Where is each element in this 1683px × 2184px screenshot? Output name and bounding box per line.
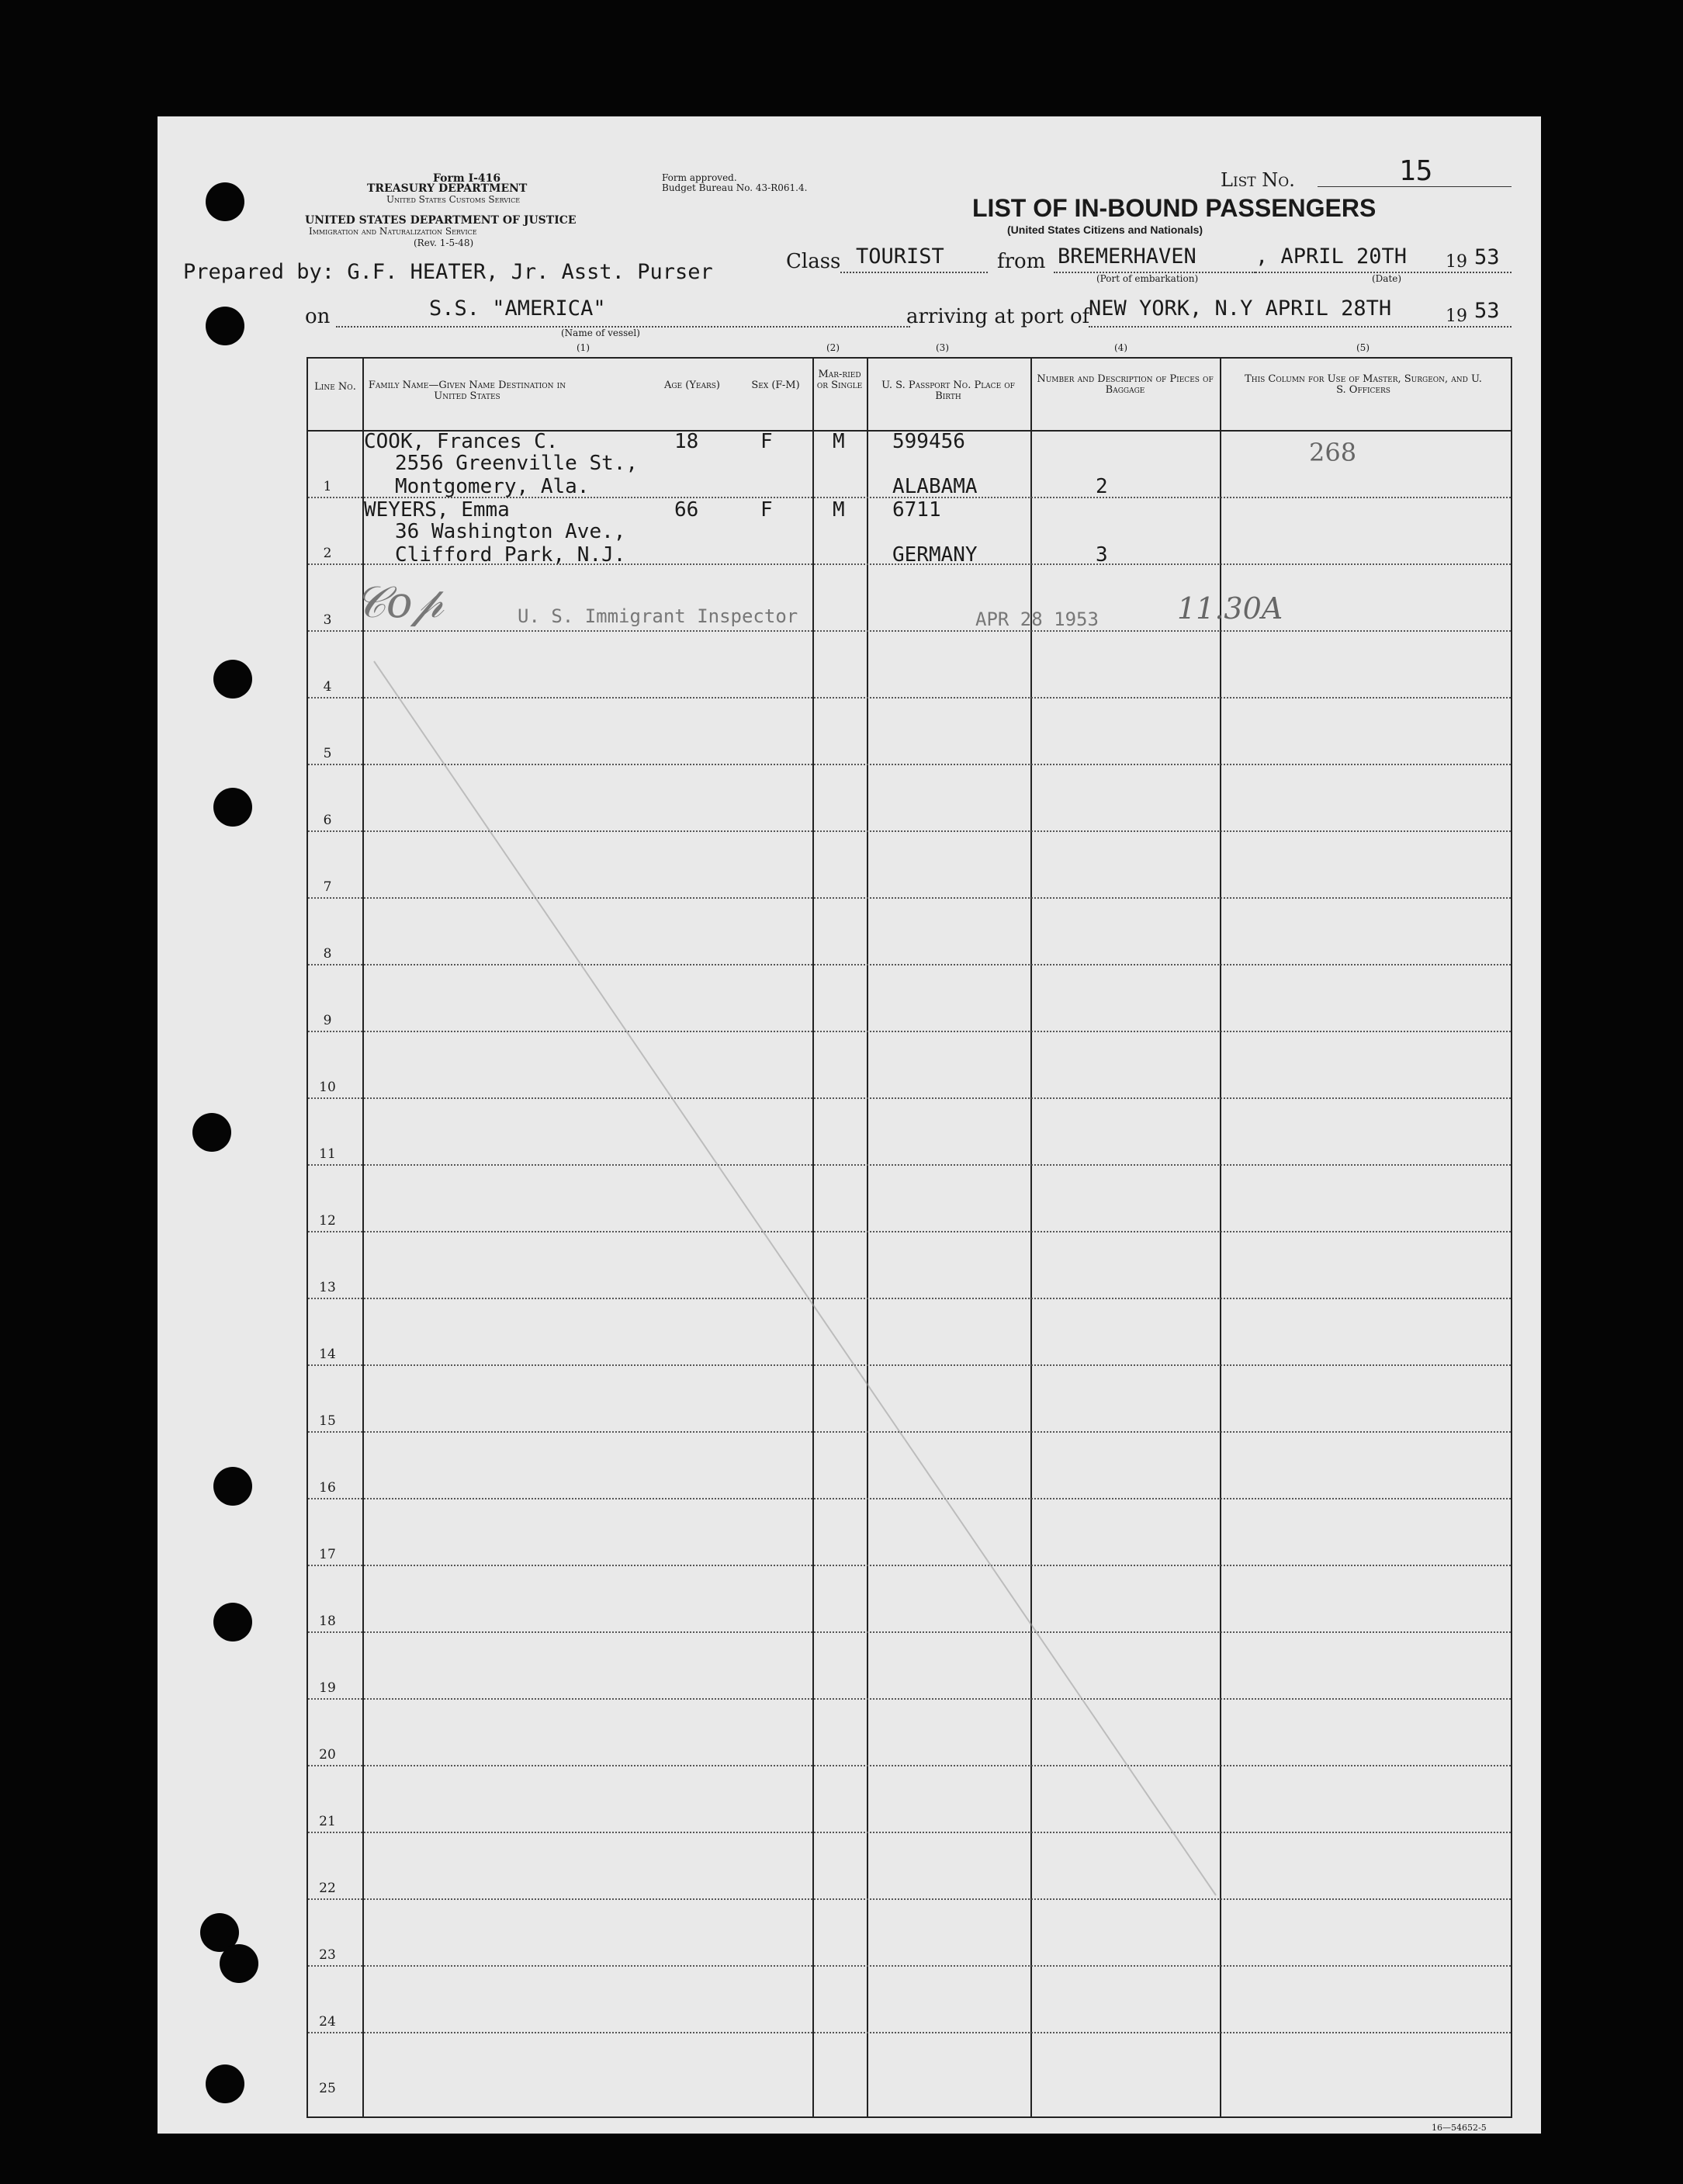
row-rule: [308, 2032, 1511, 2033]
date-caption: (Date): [1372, 273, 1402, 284]
class-label: Class: [786, 250, 841, 273]
passenger-age: 66: [674, 498, 699, 522]
line-number: 18: [319, 1614, 336, 1629]
date-year: 53: [1474, 245, 1500, 269]
passenger-table: [306, 357, 1512, 2118]
row-rule: [308, 697, 1511, 699]
vessel-name: S.S. "AMERICA": [429, 296, 606, 321]
line-number: 14: [319, 1347, 336, 1362]
arrival-port-date: NEW YORK, N.Y APRIL 28TH: [1089, 296, 1392, 321]
passenger-married: M: [833, 430, 845, 453]
line-number: 2: [323, 546, 332, 561]
punch-hole: [220, 1944, 258, 1983]
row-rule: [308, 1164, 1511, 1166]
arrival-year: 53: [1474, 299, 1500, 323]
header-passport: U. S. Passport No. Place of Birth: [881, 380, 1015, 402]
passenger-name: WEYERS, Emma: [364, 498, 510, 522]
line-number: 20: [319, 1747, 336, 1763]
row-rule: [308, 1631, 1511, 1633]
inspector-stamp: U. S. Immigrant Inspector: [518, 605, 798, 627]
embarkation-port: BREMERHAVEN: [1058, 244, 1196, 269]
list-no-label: List No.: [1221, 169, 1295, 191]
line-number: 13: [319, 1280, 336, 1295]
inspector-signature: 𝒞𝑜𝓅: [355, 577, 444, 628]
class-line: [840, 272, 988, 273]
line-number: 3: [323, 612, 332, 628]
line-number: 24: [319, 2014, 336, 2030]
line-number: 16: [319, 1480, 336, 1496]
row-rule: [308, 630, 1511, 632]
passenger-address: Clifford Park, N.J.: [395, 543, 626, 567]
passenger-address: 2556 Greenville St.,: [395, 452, 639, 475]
line-number: 9: [323, 1013, 332, 1028]
column-number: (5): [1356, 342, 1370, 353]
passenger-sex: F: [760, 498, 773, 522]
header-name: Family Name—Given Name Destination in United States: [368, 380, 566, 402]
punch-hole: [206, 307, 244, 345]
col-divider: [867, 359, 868, 2116]
column-number: (4): [1114, 342, 1127, 353]
row-rule: [308, 1298, 1511, 1299]
stamp-date: APR 28 1953: [975, 608, 1099, 630]
officer-note: 268: [1309, 438, 1357, 467]
form-title: LIST OF IN-BOUND PASSENGERS: [972, 194, 1377, 222]
punch-hole: [213, 1603, 252, 1641]
row-rule: [308, 1097, 1511, 1099]
prepared-by: Prepared by: G.F. HEATER, Jr. Asst. Purser: [183, 260, 713, 284]
passenger-address: 36 Washington Ave.,: [395, 520, 626, 543]
row-rule: [308, 1765, 1511, 1766]
line-number: 21: [319, 1814, 336, 1829]
column-number: (3): [936, 342, 949, 353]
ins-service: Immigration and Naturalization Service: [309, 226, 477, 237]
form-subtitle: (United States Citizens and Nationals): [1007, 224, 1203, 236]
header-married: Mar-ried or Single: [816, 369, 863, 391]
column-number: (2): [826, 342, 840, 353]
header-sex: Sex (F-M): [751, 380, 800, 391]
row-rule: [308, 1364, 1511, 1366]
line-number: 7: [323, 879, 332, 895]
birthplace: ALABAMA: [892, 475, 978, 498]
birthplace: GERMANY: [892, 543, 978, 567]
line-number: 10: [319, 1080, 336, 1095]
stamp-time: 11.30A: [1177, 591, 1283, 626]
row-rule: [308, 1431, 1511, 1433]
passenger-age: 18: [674, 430, 699, 453]
treasury-dept: TREASURY DEPARTMENT: [367, 182, 528, 195]
line-number: 8: [323, 946, 332, 962]
punch-hole: [213, 660, 252, 699]
row-rule: [308, 1565, 1511, 1566]
embark-date: , APRIL 20TH: [1255, 244, 1408, 269]
line-number: 11: [319, 1146, 336, 1162]
list-no-value: 15: [1399, 155, 1433, 187]
passport-number: 599456: [892, 430, 965, 453]
line-number: 4: [323, 679, 332, 695]
punch-hole: [206, 2064, 244, 2103]
col-divider: [812, 359, 814, 2116]
line-number: 22: [319, 1881, 336, 1896]
customs-service: United States Customs Service: [386, 194, 521, 205]
line-number: 19: [319, 1680, 336, 1696]
header-line-no: Line No.: [314, 381, 356, 393]
line-number: 25: [319, 2081, 336, 2096]
passport-number: 6711: [892, 498, 941, 522]
row-rule: [308, 1031, 1511, 1032]
cancel-strike: [308, 359, 1511, 2116]
row-rule: [308, 964, 1511, 965]
column-number: (1): [577, 342, 590, 353]
line-number: 5: [323, 746, 332, 761]
baggage-count: 3: [1096, 543, 1108, 567]
baggage-count: 2: [1096, 475, 1108, 498]
row-rule: [308, 764, 1511, 765]
row-rule: [308, 1698, 1511, 1700]
arriving-label: arriving at port of: [906, 305, 1090, 328]
punch-hole: [213, 1467, 252, 1506]
row-rule: [308, 1498, 1511, 1499]
justice-dept: UNITED STATES DEPARTMENT OF JUSTICE: [305, 214, 577, 227]
line-number: 17: [319, 1547, 336, 1562]
passenger-sex: F: [760, 430, 773, 453]
form-approved: Form approved.: [662, 172, 737, 183]
passenger-address: Montgomery, Ala.: [395, 475, 590, 498]
line-number: 6: [323, 813, 332, 828]
header-officers: This Column for Use of Master, Surgeon, and U. S. Officers: [1245, 373, 1482, 396]
from-label: from: [997, 250, 1046, 273]
row-rule: [308, 1965, 1511, 1967]
line-number: 15: [319, 1413, 336, 1429]
row-rule: [308, 830, 1511, 832]
row-rule: [308, 1898, 1511, 1900]
class-value: TOURIST: [856, 244, 944, 269]
on-label: on: [305, 305, 331, 328]
row-rule: [308, 897, 1511, 899]
arrival-year-prefix: 19: [1446, 307, 1467, 326]
punch-hole: [192, 1113, 231, 1152]
line-number: 12: [319, 1213, 336, 1229]
vessel-caption: (Name of vessel): [561, 328, 640, 338]
passenger-name: COOK, Frances C.: [364, 430, 559, 453]
budget-bureau: Budget Bureau No. 43-R061.4.: [662, 182, 808, 193]
punch-hole: [206, 182, 244, 221]
footer-code: 16—54652-5: [1432, 2123, 1487, 2133]
arrival-line: [1089, 326, 1512, 328]
header-age: Age (Years): [663, 380, 721, 391]
form-number: Form I-416: [433, 172, 501, 185]
punch-hole: [213, 788, 252, 827]
row-rule: [308, 1832, 1511, 1833]
line-number: 1: [323, 479, 332, 494]
revision-date: (Rev. 1-5-48): [414, 237, 474, 248]
passenger-married: M: [833, 498, 845, 522]
line-number: 23: [319, 1947, 336, 1963]
header-baggage: Number and Description of Pieces of Baggage: [1037, 373, 1214, 396]
port-caption: (Port of embarkation): [1096, 273, 1199, 284]
row-rule: [308, 1231, 1511, 1232]
date-year-prefix: 19: [1446, 252, 1467, 272]
